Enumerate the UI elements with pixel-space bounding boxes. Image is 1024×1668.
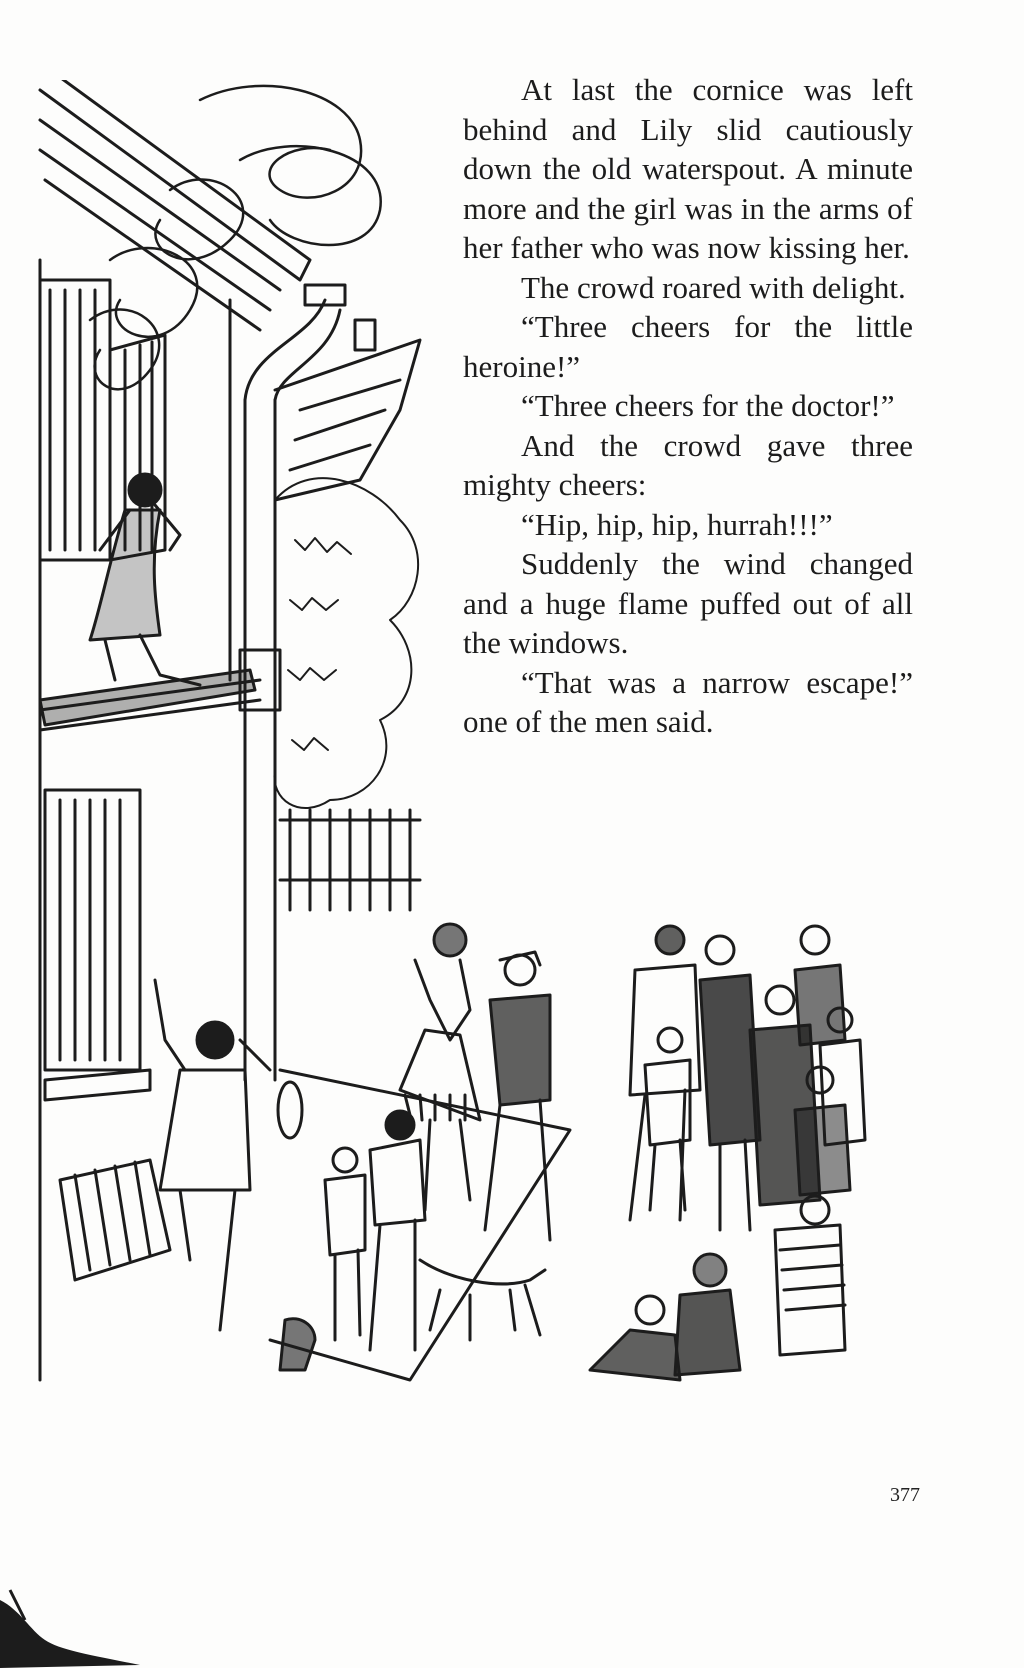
tree-foliage [274,478,418,808]
story-text [463,70,913,742]
page-number: 377 [890,1484,920,1506]
picket-fence [280,810,420,910]
paragraph-narrow-escape: “That was a narrow escape!” one of the men said. [463,664,913,739]
paragraph-cheers-doctor: “Three cheers for the doctor!” [521,388,895,423]
woman-figure [400,924,480,1210]
neighbour-roof [275,320,420,500]
paragraph-wind-changed: Suddenly the wind changed and a huge flame puffed out of all the windows. [463,546,913,660]
doctor-figure [155,980,302,1330]
drainpipe [240,285,345,1080]
boys-figures [325,1111,425,1350]
paragraph-cheers-heroine: “Three cheers for the little heroine!” [463,309,913,384]
right-crowd [590,926,865,1380]
building-wall [40,260,260,1380]
scan-corner-smudge [0,1580,140,1668]
cellar-grille [60,1160,170,1280]
man-with-cap-figure [485,952,550,1240]
paragraph-mighty-cheers: And the crowd gave three mighty cheers: [463,427,913,502]
paragraph-hurrah: “Hip, hip, hip, hurrah!!!” [521,506,833,542]
lower-window [45,790,150,1100]
girl-figure [90,474,200,685]
paragraph-crowd-roared: The crowd roared with delight. [521,269,906,305]
paragraph-rescue: At last the cornice was left behind and Lily slid cautiously down the old waterspout. A minute more and the girl was in the arms of her father who was now kissing her. [463,72,913,265]
